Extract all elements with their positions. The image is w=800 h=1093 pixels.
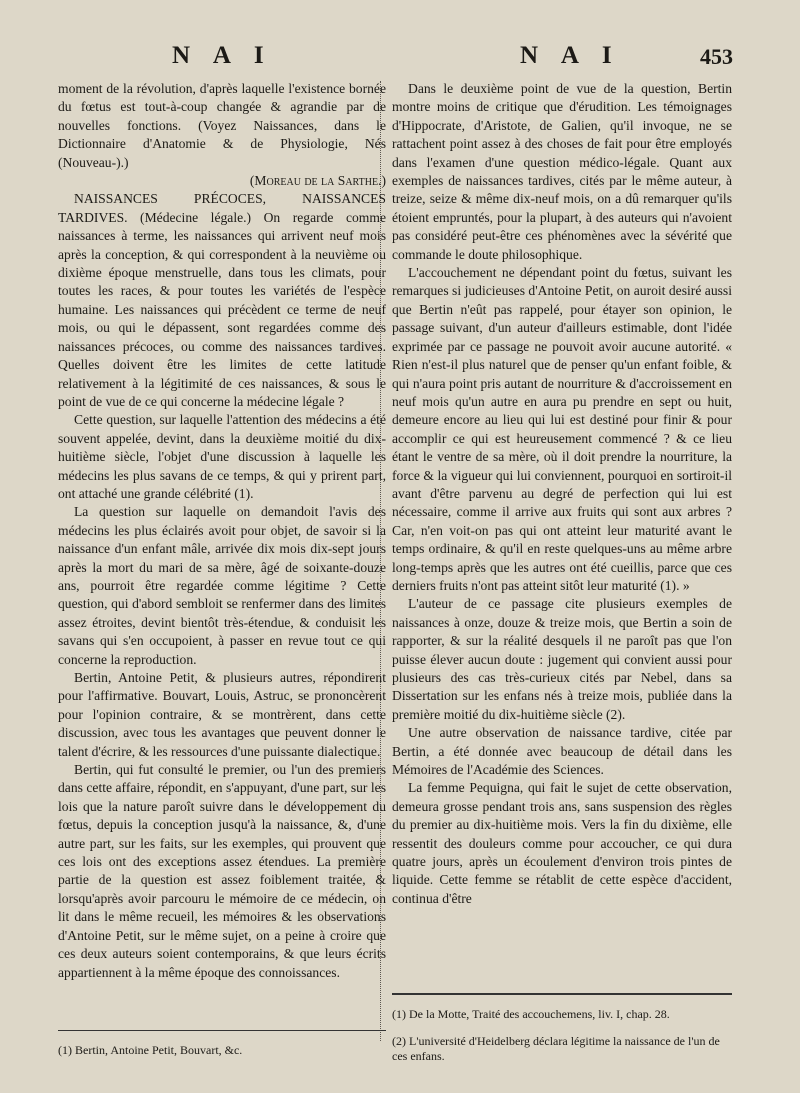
footnote: (1) De la Motte, Traité des accouchemens, liv. I, chap. 28. xyxy=(392,1007,670,1021)
left-footnotes xyxy=(58,1020,386,1070)
page-number: 453 xyxy=(700,44,733,69)
running-head-left: N A I xyxy=(172,42,273,69)
running-head-right: N A I xyxy=(520,42,621,69)
left-column xyxy=(58,80,386,982)
paragraph: Une autre observation de naissance tardive, citée par Bertin, a été donnée avec beaucoup de détail dans les Mémoires de l'Académie des Sciences. xyxy=(392,725,732,778)
paragraph: L'accouchement ne dépendant point du fœtus, suivant les remarques si judicieuses d'Antoine Petit, on auroit desiré aussi que Bertin n'eût pas rappelé, pour étayer son opinion, le passage suivant, d'un auteur d'ailleurs estimable, dont l'idée exprimée par ce passage ne pouvoit avoir aucune autorité. « Rien n'est-il plus naturel que de penser qu'un enfant foible, & qui n'aura point pris autant de nourriture & d'accroissement en neuf mois qu'un autre en aura pu prendre en sept ou huit, demeure encore au lieu qui lui est destiné pour finir & pour accomplir ce qui est heureusement commencé ? & ce lieu étant le ventre de sa mère, où il doit prendre la nourriture, la force & la vigueur qui lui conviennent, pourquoi en sortiroit-il avant d'être parvenu au degré de perfection qui lui est nécessaire, comme il arrive aux fruits qui sont aux arbres ? Car, n'en voit-on pas qui ont atteint leur maturité avant le temps ordinaire, & qu'il en reste quelques-uns au même arbre long-temps après que les autres ont été cueillis, parce que ces derniers fruits n'ont pas atteint sitôt leur maturité (1). » xyxy=(392,265,732,593)
paragraph: Dans le deuxième point de vue de la question, Bertin montre moins de critique que d'érudition. Les témoignages d'Hippocrate, d'Aristote, de Galien, qu'il invoque, ne se rattachent point assez à des choses de fait pour être employés dans l'examen d'une question médico-légale. Quant aux exemples de naissances tardives, cités par le même auteur, à treize, seize & même dix-neuf mois, on a dû remarquer qu'ils étoient empruntés, pour la plupart, à des auteurs qui n'avoient pas considéré peut-être ces phénomènes avec la sévérité que commande le doute philosophique. xyxy=(392,81,732,262)
right-footnotes xyxy=(392,983,732,1076)
paragraph: Bertin, Antoine Petit, & plusieurs autres, répondirent pour l'affirmative. Bouvart, Louis, Astruc, se prononcèrent pour l'opinion contraire, & se montrèrent, dans cette discussion, avec tous les avantages que peuvent donner le talent d'écrire, & les ressources d'une puissante dialectique. xyxy=(58,670,386,759)
paragraph: La question sur laquelle on demandoit l'avis des médecins les plus éclairés avoit pour objet, de savoir si la naissance d'un enfant mâle, arrivée dix mois dix-sept jours après la mort du mari de sa mère, âgé de soixante-douze ans, pourroit être regardée comme légitime ? Cette question, qui d'abord sembloit se renfermer dans des limites assez étroites, devint bientôt très-étendue, & conduisit les savans qui s'en occupoient, à passer en revue tout ce qui concerne la reproduction. xyxy=(58,504,386,667)
paragraph: moment de la révolution, d'après laquelle l'existence bornée du fœtus est tout-à-coup changée & agrandie par de nouvelles fonctions. (Voyez Naissances, dans le Dictionnaire d'Anatomie & de Physiologie, Nés (Nouveau-).) xyxy=(58,81,386,170)
paragraph: L'auteur de ce passage cite plusieurs exemples de naissances à onze, douze & treize mois, que Bertin a soin de rapporter, & sur la réalité desquels il ne paroît pas que l'on puisse élever aucun doute : jugement qui convient aussi pour plusieurs des cas très-curieux cités par Nebel, dans sa Dissertation sur les enfans nés à treize mois, publiée dans la première moitié du dix-huitième siècle (2). xyxy=(392,596,732,722)
right-column xyxy=(392,80,732,908)
footnote-rule xyxy=(392,993,732,995)
paragraph: La femme Pequigna, qui fait le sujet de cette observation, demeura grosse pendant trois ans, sans suspension des règles du premier au dix-huitième mois. Vers la fin du dixième, elle ressentit des douleurs comme pour accoucher, ce qui dura quatre jours, après un écoulement d'environ trois pintes de liquide. Cette femme se rétablit de cette espèce d'accident, continua d'être xyxy=(392,780,732,906)
footnote-rule xyxy=(58,1030,386,1031)
footnote: (1) Bertin, Antoine Petit, Bouvart, &c. xyxy=(58,1043,243,1057)
footnote: (2) L'université d'Heidelberg déclara légitime la naissance de l'un de ces enfans. xyxy=(392,1034,720,1063)
paragraph: Bertin, qui fut consulté le premier, ou l'un des premiers dans cette affaire, répondit, en s'appuyant, d'une part, sur les lois que la nature paroît suivre dans le développement du fœtus, depuis la conception jusqu'à la naissance, &, d'une autre part, sur les faits, sur les exemples, qui prouvent que ces lois ont des exceptions assez étendues. La première partie de la question est assez foiblement traitée, & lorsqu'après avoir parcouru le mémoire de ce médecin, on lit dans le même recueil, les mémoires & les observations d'Antoine Petit, sur le même sujet, on a peine à croire que ces deux auteurs soient contemporains, & que leurs écrits appartiennent à la même époque des connoissances. xyxy=(58,762,386,980)
paragraph: Cette question, sur laquelle l'attention des médecins a été souvent appelée, devint, dans la deuxième moitié du dix-huitième siècle, l'objet d'une discussion à laquelle les médecins les plus savans de ce temps, & qui y prirent part, ont attaché une grande célébrité (1). xyxy=(58,412,386,501)
author-signature: (Moreau de la Sarthe.) xyxy=(249,173,386,189)
entry-heading-paragraph: NAISSANCES PRÉCOCES, NAISSANCES TARDIVES. (Médecine légale.) On regarde comme naissances à terme, les naissances qui arrivent neuf mois après la conception, & qui correspondent à la neuvième ou dixième époque menstruelle, dans tous les climats, pour toutes les races, & pour toutes les variétés de l'espèce humaine. Les naissances qui précèdent ce terme de neuf mois, ou qui le dépassent, sont regardées comme des naissances précoces, ou comme des naissances tardives. Quelles doivent être les limites de cette latitude relativement à la légitimité de ces naissances, & sous le point de vue de ce qui concerne la médecine légale ? xyxy=(58,191,386,409)
